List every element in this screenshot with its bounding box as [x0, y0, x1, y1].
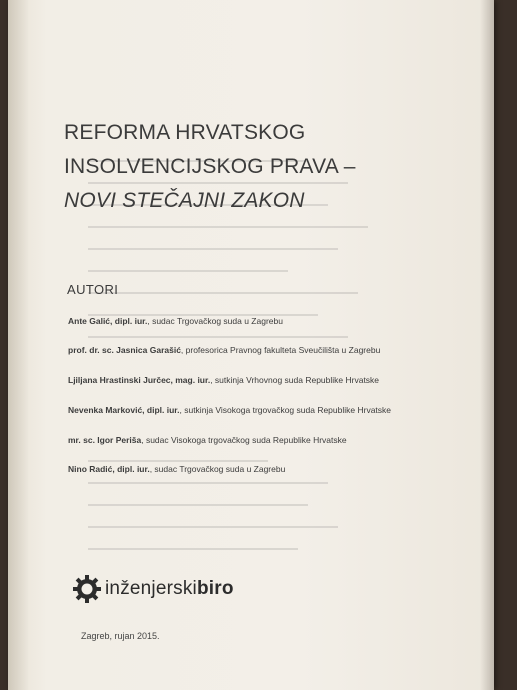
book-page — [8, 0, 494, 690]
author-name: Nino Radić, dipl. iur. — [68, 464, 150, 474]
author-role: , sutkinja Vrhovnog suda Republike Hrvatske — [210, 375, 380, 385]
author-role: , sudac Trgovačkog suda u Zagrebu — [147, 316, 283, 326]
title-line-3: NOVI STEČAJNI ZAKON — [64, 189, 305, 212]
author-role: , sutkinja Visokoga trgovačkog suda Republike Hrvatske — [179, 405, 392, 415]
author-role: , sudac Trgovačkog suda u Zagrebu — [149, 464, 286, 474]
author-name: Ante Galić, dipl. iur. — [68, 316, 148, 326]
author-entry — [68, 405, 391, 415]
page-spine — [8, 0, 28, 690]
author-entry — [68, 435, 347, 445]
title-line-2: INSOLVENCIJSKOG PRAVA – — [64, 155, 356, 178]
author-entry — [68, 464, 285, 474]
author-role: , sudac Visokoga trgovačkog suda Republike Hrvatske — [141, 435, 347, 445]
author-name: prof. dr. sc. Jasnica Garašić — [68, 345, 181, 355]
author-entry — [68, 345, 380, 355]
author-name: Ljiljana Hrastinski Jurčec, mag. iur. — [68, 375, 211, 385]
book-title — [64, 116, 464, 218]
author-entry — [68, 375, 379, 385]
author-name: mr. sc. Igor Periša — [68, 435, 142, 445]
gear-icon — [72, 574, 102, 604]
publisher-name-light: inženjerski — [105, 578, 197, 599]
publisher-name — [105, 578, 234, 600]
authors-heading: AUTORI — [67, 282, 119, 297]
page-edge — [480, 0, 494, 690]
author-entry — [68, 316, 283, 326]
author-role: , profesorica Pravnog fakulteta Sveučilišta u Zagrebu — [180, 345, 381, 355]
publisher-logo — [72, 574, 234, 604]
publisher-name-bold: biro — [196, 578, 234, 599]
show-through — [88, 160, 468, 580]
imprint-place-date: Zagreb, rujan 2015. — [81, 631, 160, 641]
title-line-1: REFORMA HRVATSKOG — [64, 121, 306, 144]
author-name: Nevenka Marković, dipl. iur. — [68, 405, 180, 415]
